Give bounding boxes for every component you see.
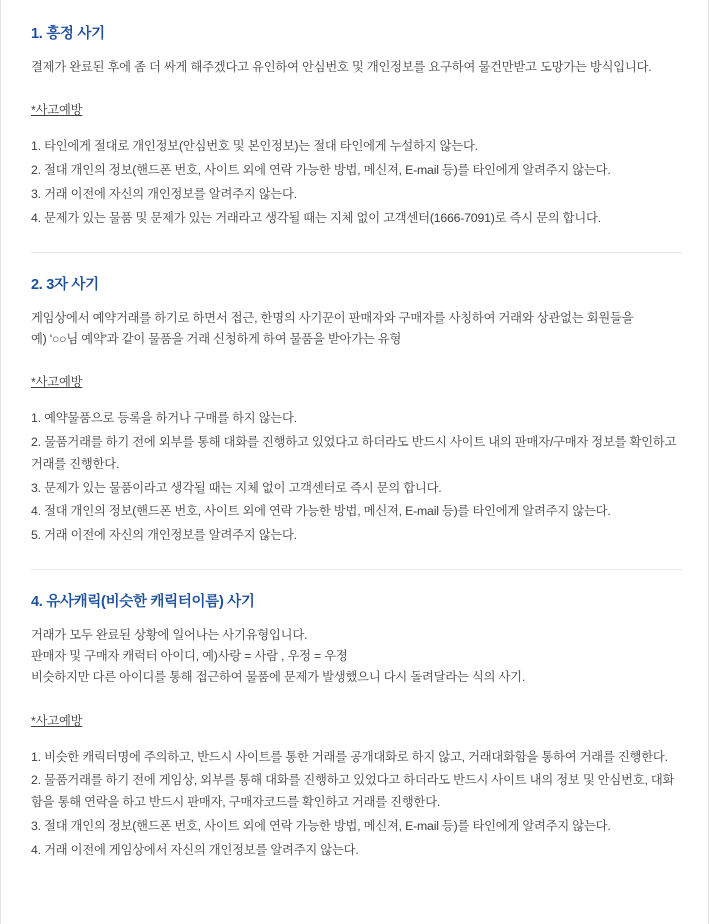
list-item: 2. 물품거래를 하기 전에 외부를 통해 대화를 진행하고 있었다고 하더라도 반드시 사이트 내의 판매자/구매자 정보를 확인하고 거래를 진행한다.: [31, 434, 677, 471]
section-paragraph: 게임상에서 예약거래를 하기로 하면서 접근, 한명의 사기꾼이 판매자와 구매자를 사칭하여 거래와 상관없는 회원들을: [31, 310, 634, 325]
list-item: 2. 물품거래를 하기 전에 게임상, 외부를 통해 대화를 진행하고 있었다고 하더라도 반드시 사이트 내의 정보 및 안심번호, 대화함을 통해 연락을 하고 반드시 판매자, 구매자코드를 확인하고 거래를 진행한다.: [31, 773, 675, 810]
list-item: 1. 예약물품으로 등록을 하거나 구매를 하지 않는다.: [31, 410, 297, 425]
list-item: 1. 비슷한 캐릭터명에 주의하고, 반드시 사이트를 통한 거래를 공개대화로 하지 않고, 거래대화함을 통하여 거래를 진행한다.: [31, 749, 668, 764]
prevention-list: [31, 408, 682, 547]
list-item: 4. 절대 개인의 정보(핸드폰 번호, 사이트 외에 연락 가능한 방법, 메신져, E-mail 등)를 타인에게 알려주지 않는다.: [31, 504, 611, 519]
section-title: 4. 유사캐릭(비슷한 캐릭터이름) 사기: [31, 594, 255, 611]
list-item: 3. 문제가 있는 물품이라고 생각될 때는 지체 없이 고객센터로 즉시 문의 합니다.: [31, 480, 442, 495]
fraud-section-haggling: [31, 22, 682, 252]
fraud-section-third-party: [31, 252, 682, 570]
section-title: 1. 흥정 사기: [31, 26, 105, 42]
section-spacer: [31, 549, 682, 555]
list-item: 1. 타인에게 절대로 개인정보(안심번호 및 본인정보)는 절대 타인에게 누설하지 않는다.: [31, 139, 478, 154]
list-item: 2. 절대 개인의 정보(핸드폰 번호, 사이트 외에 연락 가능한 방법, 메신져, E-mail 등)를 타인에게 알려주지 않는다.: [31, 163, 611, 178]
prevention-list: [31, 747, 682, 862]
section-paragraph: 결제가 완료된 후에 좀 더 싸게 해주겠다고 유인하여 안심번호 및 개인정보를 요구하여 물건만받고 도망가는 방식입니다.: [31, 60, 652, 74]
section-spacer: [31, 232, 682, 238]
prevention-label: *사고예방: [31, 103, 83, 118]
prevention-label: *사고예방: [31, 713, 83, 728]
section-paragraph: 비슷하지만 다른 아이디를 통해 접근하여 물품에 문제가 발생했으니 다시 돌려달라는 식의 사기.: [31, 670, 526, 685]
list-item: 4. 문제가 있는 물품 및 문제가 있는 거래라고 생각될 때는 지체 없이 고객센터(1666-7091)로 즉시 문의 합니다.: [31, 210, 601, 225]
list-item: 5. 거래 이전에 자신의 개인정보를 알려주지 않는다.: [31, 528, 297, 543]
prevention-label: *사고예방: [31, 374, 83, 389]
fraud-section-similar-character: [31, 569, 682, 878]
list-item: 3. 절대 개인의 정보(핸드폰 번호, 사이트 외에 연락 가능한 방법, 메신져, E-mail 등)를 타인에게 알려주지 않는다.: [31, 819, 611, 834]
list-item: 3. 거래 이전에 자신의 개인정보를 알려주지 않는다.: [31, 186, 297, 201]
document-content: [1, 0, 708, 878]
section-paragraph: 판매자 및 구매자 캐럭터 아이디, 예)사랑 = 사람 , 우정 = 우졍: [31, 649, 348, 664]
section-paragraph: 예) '○○님 예약'과 같이 물품을 거래 신청하게 하여 물품을 받아가는 유형: [31, 331, 402, 346]
prevention-list: [31, 136, 682, 230]
section-paragraph: 거래가 모두 완료된 상황에 일어나는 사기유형입니다.: [31, 628, 308, 643]
section-title: 2. 3자 사기: [31, 276, 99, 293]
list-item: 4. 거래 이전에 게임상에서 자신의 개인정보를 알려주지 않는다.: [31, 843, 359, 858]
